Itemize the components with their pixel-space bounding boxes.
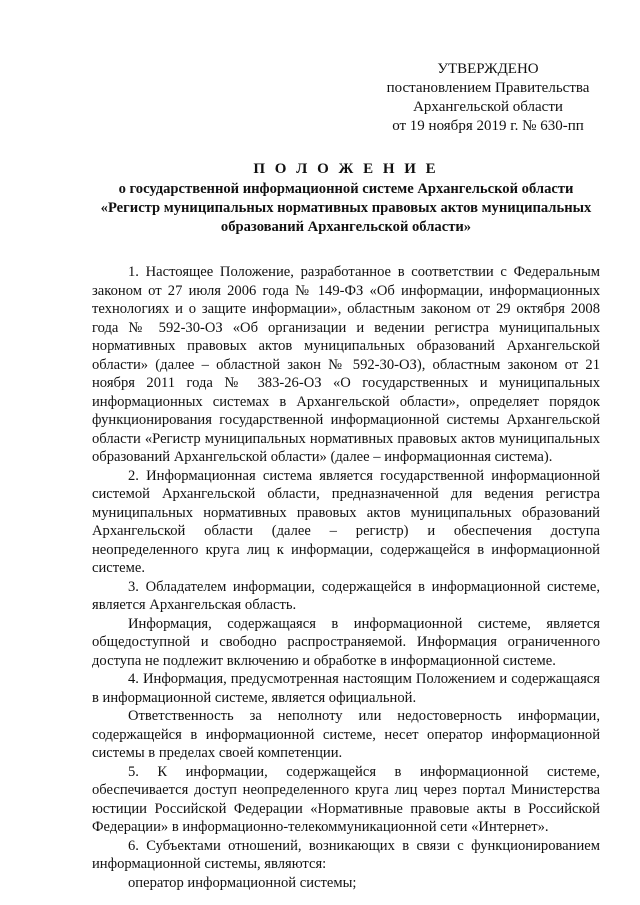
paragraph-2: 2. Информационная система является государственной информационной системой Архангельской области, предназначенной для ведения регистра муниципальных нормативных правовых актов муниципальных образований Архангельской области (далее – регистр) и обеспечения доступа неопределенного круга лиц к информации, содержащейся в информационной системе. [92,467,600,576]
paragraph-6-item-1: оператор информационной системы; [128,874,357,891]
paragraph-4-continued: Ответственность за неполноту или недостоверность информации, содержащейся в информационной системе, несет оператор информационной системы в пределах своей компетенции. [92,708,600,761]
approval-title: УТВЕРЖДЕНО [437,61,539,77]
paragraph-4: 4. Информация, предусмотренная настоящим Положением и содержащаяся в информационной системе, является официальной. [92,671,600,706]
paragraph-5: 5. К информации, содержащейся в информационной системе, обеспечивается доступ неопределенного круга лиц через портал Министерства юстиции Российской Федерации «Нормативные правовые акты в Российской Федерации» в информационно-телекоммуникационной сети «Интернет». [92,763,600,835]
document-subtitle: о государственной информационной системе Архангельской области «Регистр муниципальных нормативных правовых актов муниципальных образований Архангельской области» [100,181,592,235]
document-title-block [92,160,600,237]
paragraph-3: 3. Обладателем информации, содержащейся в информационной системе, является Архангельская область. [92,578,600,613]
paragraph-3-continued: Информация, содержащаяся в информационной системе, является общедоступной и свободно распространяемой. Информация ограниченного доступа не подлежит включению и обработке в информационной системе. [92,615,600,669]
approval-authority: постановлением Правительства [386,80,590,96]
approval-stamp [368,60,608,136]
document-body [92,263,600,892]
approval-date-number: от 19 ноября 2019 г. № 630-пп [392,118,584,134]
approval-region: Архангельской области [413,99,563,115]
paragraph-1: 1. Настоящее Положение, разработанное в соответствии с Федеральным законом от 27 июля 2006 года № 149-ФЗ «Об информации, информационных технологиях и о защите информации», областным законом от 29 октября 2008 года № 592-30-ОЗ «Об организации и ведении регистра муниципальных нормативных правовых актов муниципальных образований Архангельской области» (далее – областной закон № 592-30-ОЗ), областным законом от 21 ноября 2011 года № 383-26-ОЗ «О государственных и муниципальных информационных системах в Архангельской области», определяет порядок функционирования государственной информационной системы Архангельской области «Регистр муниципальных нормативных правовых актов муниципальных образований Архангельской области» (далее – информационная система). [92,264,600,465]
document-heading: П О Л О Ж Е Н И Е [253,161,439,177]
paragraph-6: 6. Субъектами отношений, возникающих в связи с функционированием информационной системы, являются: [92,837,600,872]
